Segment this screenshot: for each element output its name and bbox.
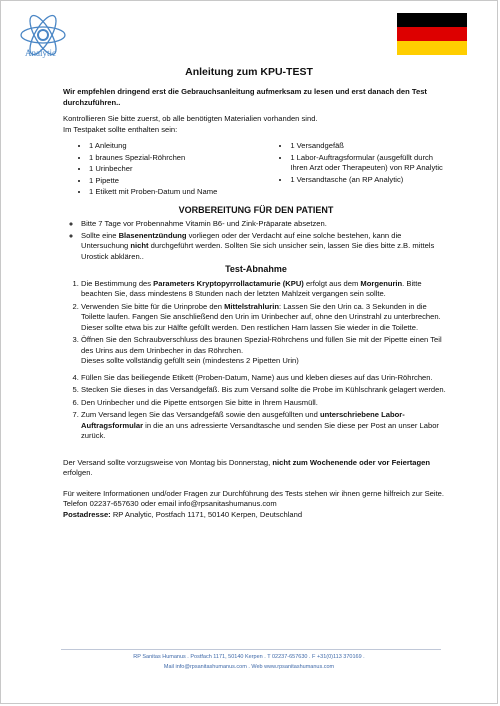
list-item: 7. Zum Versand legen Sie das Versandgefäß sowie den ausgefüllten und unterschriebene Labor-Auftragsformular in die an uns adressierte Versandtasche und senden Sie diese per Post an unser Labor zurück. — [81, 410, 449, 442]
list-item: • 1 Pipette — [89, 176, 266, 187]
brand-name: Analytic — [25, 48, 56, 58]
contents-list-right — [276, 141, 449, 199]
page-title: Anleitung zum KPU-TEST — [185, 66, 313, 78]
list-item: ◦ Bitte 7 Tage vor Probennahme Vitamin B6- und Zink-Präparate absetzen. — [81, 219, 449, 230]
test-steps-list — [63, 279, 449, 442]
list-item: • 1 braunes Spezial-Röhrchen — [89, 153, 266, 164]
intro-line-1: Kontrollieren Sie bitte zuerst, ob alle benötigten Materialien vorhanden sind. — [63, 114, 318, 123]
list-item: • 1 Etikett mit Proben-Datum und Name — [89, 187, 266, 198]
postal-address: Postadresse: RP Analytic, Postfach 1171, 50140 Kerpen, Deutschland — [63, 509, 303, 519]
section-title-preparation: VORBEREITUNG FÜR DEN PATIENT — [178, 204, 334, 215]
german-flag-icon — [397, 13, 467, 55]
shipping-note: Der Versand sollte vorzugsweise von Montag bis Donnerstag, nicht zum Wochenende oder vor Feiertagen erfolgen. — [63, 457, 431, 477]
list-item: • 1 Versandgefäß — [290, 141, 449, 152]
section-title-test: Test-Abnahme — [225, 264, 287, 274]
list-item: • 1 Urinbecher — [89, 164, 266, 175]
list-item: 2. Verwenden Sie bitte für die Urinprobe den Mittelstrahlurin: Lassen Sie den Urin ca. 3 Sekunden in die Toilette laufen. Fangen Sie anschließend den Urin im Urinbecher auf, ohne den Urinstrahl zu unterbrechen. Dieser sollte etwa bis zur Hälfte gefüllt werden. Den restlichen Harn lassen Sie wieder in die Toilette. — [81, 302, 449, 334]
intro-warning: Wir empfehlen dringend erst die Gebrauchsanleitung aufmerksam zu lesen und erst danach den Test durchzuführen.. — [63, 87, 427, 107]
footer-line-2: Mail info@rpsanitashumanus.com . Web www.rpsanitashumanus.com — [163, 664, 335, 670]
list-item: ◦ Sollte eine Blasenentzündung vorliegen oder der Verdacht auf eine solche bestehen, kann die Untersuchung nicht durchgeführt werden. Sollten Sie sich unsicher sein, lassen Sie dies bitte z.B. mittels Urostick abklären.. — [81, 231, 449, 263]
list-item: 4. Füllen Sie das beiliegende Etikett (Proben-Datum, Name) aus und kleben dieses auf das Urin-Röhrchen. — [81, 373, 449, 384]
contents-list-left — [75, 141, 266, 199]
footer-divider — [61, 649, 441, 650]
intro-line-2: Im Testpaket sollte enthalten sein: — [63, 124, 178, 134]
footer-line-1: RP Sanitas Humanus . Postfach 1171, 50140 Kerpen . T 02237-657630 . F +31(0)113 370169 . — [133, 654, 365, 660]
preparation-list — [63, 219, 449, 262]
list-item: • 1 Anleitung — [89, 141, 266, 152]
package-contents — [75, 141, 449, 199]
list-item: • 1 Versandtasche (an RP Analytic) — [290, 175, 449, 186]
list-item: • 1 Labor-Auftragsformular (ausgefüllt durch Ihren Arzt oder Therapeuten) von RP Analytic — [290, 153, 449, 174]
footer — [1, 652, 497, 672]
list-item: 5. Stecken Sie dieses in das Versandgefäß. Bis zum Versand sollte die Probe im Kühlschrank gelagert werden. — [81, 385, 449, 396]
list-item: 6. Den Urinbecher und die Pipette entsorgen Sie bitte in Ihrem Hausmüll. — [81, 398, 449, 409]
info-text: Für weitere Informationen und/oder Fragen zur Durchführung des Tests stehen wir ihnen gerne hilfreich zur Seite. Telefon 02237-657630 oder email info@rpsanitashumanus.com — [63, 488, 445, 508]
main-content — [63, 87, 449, 520]
list-item: 3. Öffnen Sie den Schraubverschluss des braunen Spezial-Röhrchens und füllen Sie mit der Pipette einen Teil des Urins aus dem Urinbecher in das Röhrchen. Dieses sollte vollständig gefüllt sein (mindestens 2 Pipetten Urin) — [81, 335, 449, 367]
list-item: 1. Die Bestimmung des Parameters Kryptopyrrollactamurie (KPU) erfolgt aus dem Morgenurin. Bitte beachten Sie, dass mindestens 8 Stunden nach der letzten Mahlzeit vergangen sein sollte. — [81, 279, 449, 300]
